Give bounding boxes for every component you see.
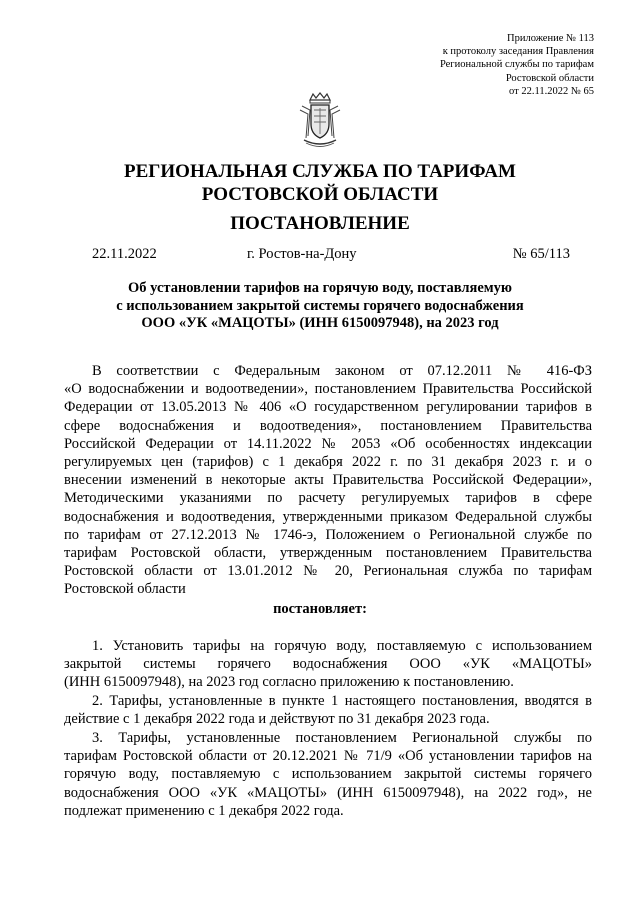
item-line: 2. Тарифы, установленные в пункте 1 настоящего постановления, вводятся в <box>92 693 592 709</box>
preamble-line: водоснабжения и водоотведения, утвержденными приказом Федеральной службы <box>64 508 592 525</box>
item-line: водоснабжения ООО «УК «МАЦОТЫ» (ИНН 6150097948), на 2022 год», не <box>64 784 592 801</box>
document-number: № 65/113 <box>512 246 570 262</box>
item-3 <box>64 729 592 820</box>
subject-line: Об установлении тарифов на горячую воду, поставляемую <box>128 280 512 296</box>
org-title-line2: РОСТОВСКОЙ ОБЛАСТИ <box>201 184 439 205</box>
subject-line: с использованием закрытой системы горячего водоснабжения <box>116 297 524 314</box>
preamble-line: внесении изменений в некоторые акты Правительства Российской Федерации», <box>64 472 592 489</box>
document-city: г. Ростов-на-Дону <box>247 246 357 262</box>
appendix-note <box>354 32 594 98</box>
preamble-line: «О водоснабжении и водоотведении», постановлением Правительства Российской <box>64 381 592 398</box>
preamble-line: В соответствии с Федеральным законом от 07.12.2011 № 416-ФЗ <box>92 363 592 379</box>
preamble-line: по тарифам от 27.12.2013 № 1746-э, Положением о Региональной службе по <box>64 526 592 543</box>
item-line: (ИНН 6150097948), на 2023 год согласно приложению к постановлению. <box>64 674 514 691</box>
item-line: тарифам Ростовской области от 20.12.2021 № 71/9 «Об установлении тарифов на <box>64 748 592 765</box>
item-line: 3. Тарифы, установленные постановлением Региональной службы по <box>92 730 592 746</box>
appendix-line: от 22.11.2022 № 65 <box>509 85 594 97</box>
appendix-line: Региональной службы по тарифам <box>439 59 594 71</box>
preamble-line: тарифам Ростовской области, утвержденным постановлением Правительства <box>64 545 592 562</box>
item-line: действие с 1 декабря 2022 года и действуют по 31 декабря 2023 года. <box>64 711 490 728</box>
preamble-line: Методическими указаниями по расчету регулируемых тарифов в сфере <box>64 490 592 507</box>
document-date: 22.11.2022 <box>92 246 157 262</box>
appendix-line: Приложение № 113 <box>507 33 594 44</box>
preamble-line: сфере водоснабжения и водоотведения», постановлением Правительства <box>64 417 592 434</box>
document-type: ПОСТАНОВЛЕНИЕ <box>230 213 410 234</box>
item-line: закрытой системы горячего водоснабжения ООО «УК «МАЦОТЫ» <box>64 656 592 673</box>
preamble-line: Ростовской области от 13.01.2012 № 20, Региональная служба по тарифам <box>64 563 592 580</box>
resolves-heading: постановляет: <box>273 601 367 617</box>
item-line: 1. Установить тарифы на горячую воду, поставляемую с использованием <box>92 638 592 654</box>
preamble-line: регулируемых цен (тарифов) с 1 декабря 2022 г. по 31 декабря 2023 г. и о <box>64 454 592 471</box>
document-subject <box>0 280 640 333</box>
item-1 <box>64 637 592 692</box>
rostov-coat-of-arms-icon <box>296 92 344 150</box>
preamble-line: Федерации от 13.05.2013 № 406 «О государственном регулировании тарифов в <box>64 399 592 416</box>
subject-line: ООО «УК «МАЦОТЫ» (ИНН 6150097948), на 2023 год <box>141 315 499 331</box>
item-2 <box>64 692 592 728</box>
appendix-line: к протоколу заседания Правления <box>442 46 594 58</box>
preamble-paragraph <box>64 362 592 599</box>
org-title-line1: РЕГИОНАЛЬНАЯ СЛУЖБА ПО ТАРИФАМ <box>124 161 516 182</box>
appendix-line: Ростовской области <box>505 72 594 84</box>
preamble-line: Российской Федерации от 14.11.2022 № 2053 «Об особенностях индексации <box>64 435 592 452</box>
item-line: подлежат применению с 1 декабря 2022 года. <box>64 802 344 819</box>
item-line: горячую воду, поставляемую с использованием закрытой системы горячего <box>64 766 592 783</box>
preamble-line: Ростовской области <box>64 581 186 598</box>
